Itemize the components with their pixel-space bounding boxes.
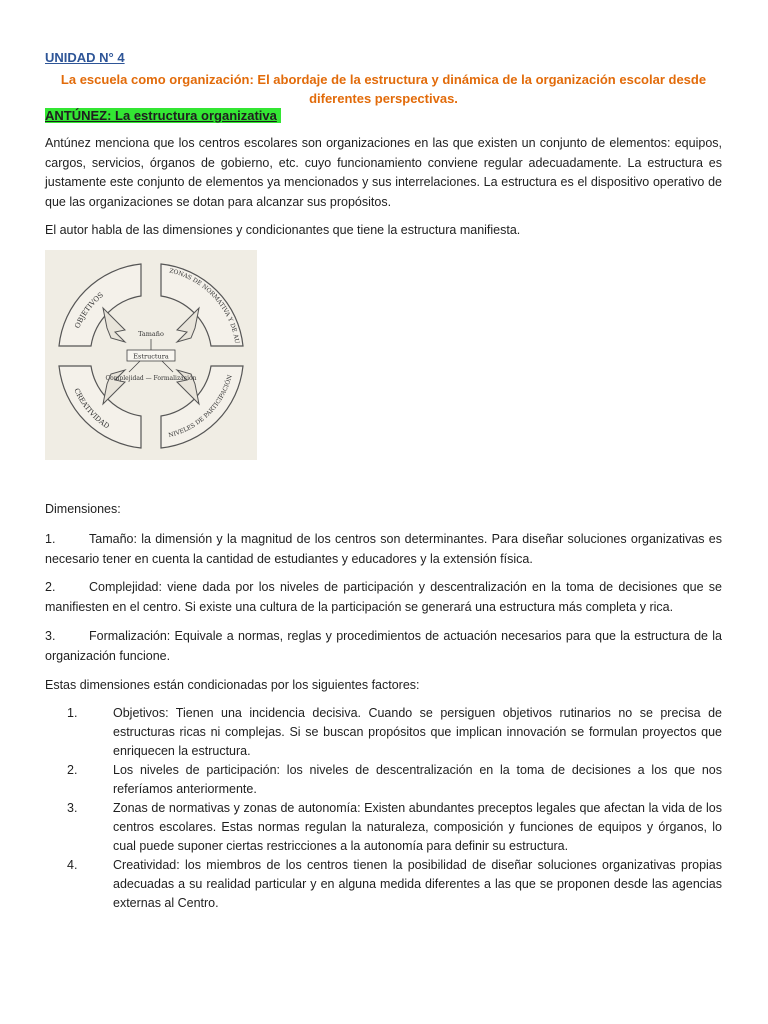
- center-box-label: Estructura: [133, 352, 169, 361]
- factors-intro: Estas dimensiones están condicionadas por los siguientes factores:: [45, 678, 420, 692]
- center-top-label: Tamaño: [138, 330, 164, 338]
- intro-paragraph-2: El autor habla de las dimensiones y condicionantes que tiene la estructura manifiesta.: [45, 223, 521, 237]
- segment-label-niveles: NIVELES DE PARTICIPACIÓN: [167, 374, 234, 440]
- segment-objetivos: [59, 264, 141, 346]
- segment-label-objetivos: OBJETIVOS: [73, 290, 105, 330]
- factor-item: 4. Creatividad: los miembros de los centros tienen la posibilidad de diseñar soluciones organizativas propias adecuadas a su realidad particular y en alguna medida diferentes a las que se proponen desde las agencias externas al Centro.: [67, 858, 722, 910]
- factor-item: 2. Los niveles de participación: los niveles de descentralización en la toma de decisiones a los que nos referíamos anteriormente.: [67, 763, 722, 796]
- intro-paragraph: Antúnez menciona que los centros escolares son organizaciones en las que existen un conjunto de elementos: equipos, cargos, servicios, órganos de gobierno, etc. cuyo funcionamiento conviene regular adecuadamente. La estructura es justamente este conjunto de elementos ya mencionados y sus interrelaciones. La estructura es el dispositivo operativo de que las organizaciones se dotan para alcanzar sus propósitos.: [45, 136, 722, 209]
- segment-label-zonas: ZONAS DE NORMATIVA Y DE AU: [168, 267, 241, 345]
- structure-diagram: [45, 250, 257, 460]
- unit-heading: UNIDAD N° 4: [45, 50, 125, 65]
- unit-subtitle: La escuela como organización: El abordaje de la estructura y dinámica de la organización escolar desde diferentes perspectivas.: [60, 72, 707, 106]
- center-bottom-label: Complejidad — Formalización: [105, 375, 197, 382]
- factor-item: 1. Objetivos: Tienen una incidencia decisiva. Cuando se persiguen objetivos rutinarios no se precisa de estructuras ricas ni complejas. Si se buscan propósitos que implican innovación se formulan proyectos que enriquecen la estructura.: [67, 706, 722, 758]
- segment-label-creatividad: CREATIVIDAD: [72, 387, 111, 431]
- dimensions-heading: Dimensiones:: [45, 502, 121, 516]
- factor-item: 3. Zonas de normativas y zonas de autonomía: Existen abundantes preceptos legales que afectan la vida de los centros escolares. Estas normas regulan la naturaleza, composición y funciones de equipos y órganos, lo cual puede suponer ciertas restricciones a la autonomía para definir su estructura.: [67, 801, 722, 853]
- factors-list: [67, 704, 722, 913]
- dimension-item: 3. Formalización: Equivale a normas, reglas y procedimientos de actuación necesarios para que la estructura de la organización funcione.: [45, 629, 722, 663]
- dimension-item: 1. Tamaño: la dimensión y la magnitud de los centros son determinantes. Para diseñar soluciones organizativas es necesario tener en cuenta la cantidad de estudiantes y educadores y la extensión física.: [45, 532, 722, 566]
- dimension-item: 2. Complejidad: viene dada por los niveles de participación y descentralización en la toma de decisiones que se manifiesten en el centro. Si existe una cultura de la participación se generará una estructura más completa y rica.: [45, 580, 722, 614]
- segment-zonas: [161, 264, 243, 346]
- author-heading: ANTÚNEZ: La estructura organizativa: [45, 108, 281, 123]
